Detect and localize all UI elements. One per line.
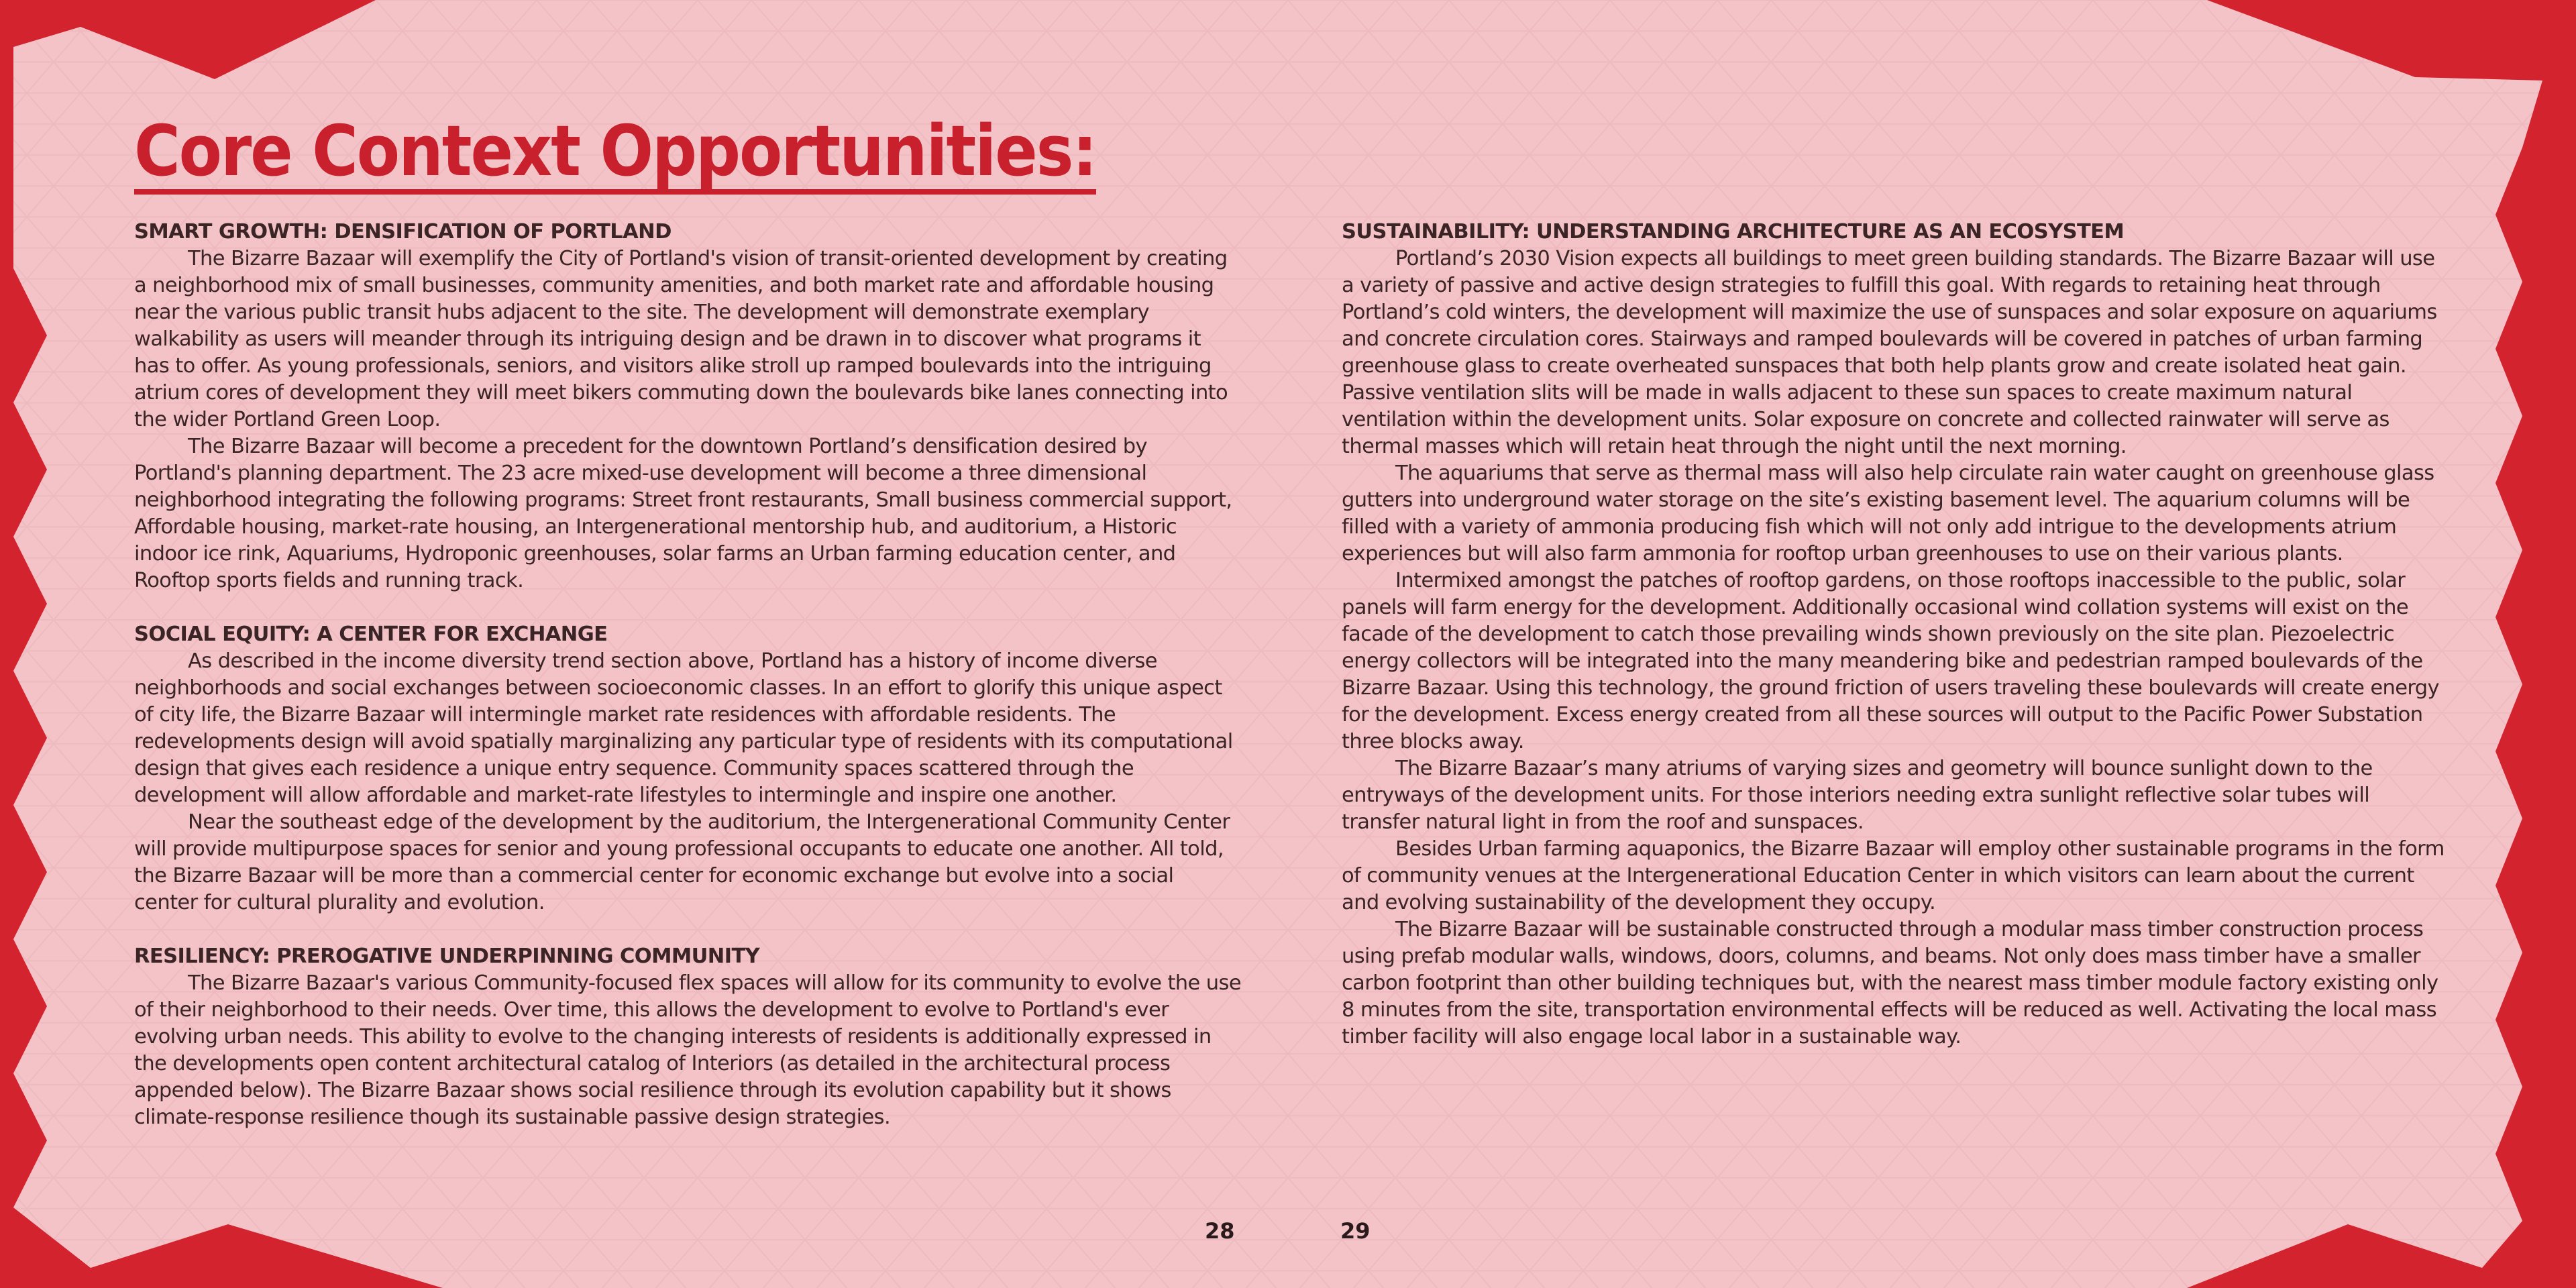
section-sustainability: [1342, 219, 2449, 1051]
paragraph: As described in the income diversity trend section above, Portland has a history of income diverse neighborhoods and social exchanges between socioeconomic classes. In an effort to glorify this unique aspect of city life, the Bizarre Bazaar will intermingle market rate residences with affordable residents. The redevelopments design will avoid spatially marginalizing any particular type of residents with its computational design that gives each residence a unique entry sequence. Community spaces scattered through the development will allow affordable and market-rate lifestyles to intermingle and inspire one another.: [134, 649, 1233, 807]
paragraph: Near the southeast edge of the development by the auditorium, the Intergenerational Community Center will provide multipurpose spaces for senior and young professional occupants to educate one another. All told, the Bizarre Bazaar will be more than a commercial center for economic exchange but evolve into a social center for cultural plurality and evolution.: [134, 810, 1230, 914]
section-heading: RESILIENCY: PREROGATIVE UNDERPINNING COMMUNITY: [134, 945, 760, 968]
right-column: [1342, 219, 2449, 1051]
paragraph: The Bizarre Bazaar will be sustainable constructed through a modular mass timber construction process using prefab modular walls, windows, doors, columns, and beams. Not only does mass timber have a smaller carbon footprint than other building techniques but, with the nearest mass timber module factory existing only 8 minutes from the site, transportation environmental effects will be reduced as well. Activating the local mass timber facility will also engage local labor in a sustainable way.: [1342, 918, 2438, 1049]
paragraph: The aquariums that serve as thermal mass will also help circulate rain water caught on greenhouse glass gutters into underground water storage on the site’s existing basement level. The aquarium columns will be filled with a variety of ammonia producing fish which will not only add intrigue to the developments atrium experiences but will also farm ammonia for rooftop urban greenhouses to use on their various plants.: [1342, 462, 2434, 566]
section-heading: SMART GROWTH: DENSIFICATION OF PORTLAND: [134, 220, 672, 244]
paragraph: Besides Urban farming aquaponics, the Bizarre Bazaar will employ other sustainable programs in the form of community venues at the Intergenerational Education Center in which visitors can learn about the current and evolving sustainability of the development they occupy.: [1342, 837, 2445, 914]
section-resiliency: [134, 943, 1241, 1131]
page-title: Core Context Opportunities:: [134, 113, 1096, 195]
section-heading: SOCIAL EQUITY: A CENTER FOR EXCHANGE: [134, 623, 608, 646]
paragraph: The Bizarre Bazaar’s many atriums of varying sizes and geometry will bounce sunlight down to the entryways of the development units. For those interiors needing extra sunlight reflective solar tubes will transfer natural light in from the roof and sunspaces.: [1342, 757, 2373, 834]
page-number-right: 29: [1340, 1218, 1371, 1244]
section-smart-growth: [134, 219, 1241, 594]
section-heading: SUSTAINABILITY: UNDERSTANDING ARCHITECTURE AS AN ECOSYSTEM: [1342, 220, 2125, 244]
paragraph: Portland’s 2030 Vision expects all buildings to meet green building standards. The Bizarre Bazaar will use a variety of passive and active design strategies to fulfill this goal. With regards to retaining heat through Portland’s cold winters, the development will maximize the use of sunspaces and solar exposure on aquariums and concrete circulation cores. Stairways and ramped boulevards will be covered in patches of urban farming greenhouse glass to create overheated sunspaces that both help plants grow and create isolated heat gain. Passive ventilation slits will be made in walls adjacent to these sun spaces to create maximum natural ventilation within the development units. Solar exposure on concrete and collected rainwater will serve as thermal masses which will retain heat through the night until the next morning.: [1342, 247, 2437, 458]
paragraph: The Bizarre Bazaar's various Community-focused flex spaces will allow for its community to evolve the use of their neighborhood to their needs. Over time, this allows the development to evolve to Portland's ever evolving urban needs. This ability to evolve to the changing interests of residents is additionally expressed in the developments open content architectural catalog of Interiors (as detailed in the architectural process appended below). The Bizarre Bazaar shows social resilience through its evolution capability but it shows climate-response resilience though its sustainable passive design strategies.: [134, 971, 1241, 1129]
paragraph: Intermixed amongst the patches of rooftop gardens, on those rooftops inaccessible to the public, solar panels will farm energy for the development. Additionally occasional wind collation systems will exist on the facade of the development to catch those prevailing winds shown previously on the site plan. Piezoelectric energy collectors will be integrated into the many meandering bike and pedestrian ramped boulevards of the Bizarre Bazaar. Using this technology, the ground friction of users traveling these boulevards will create energy for the development. Excess energy created from all these sources will output to the Pacific Power Substation three blocks away.: [1342, 569, 2440, 753]
paragraph: The Bizarre Bazaar will exemplify the City of Portland's vision of transit-oriented development by creating a neighborhood mix of small businesses, community amenities, and both market rate and affordable housing near the various public transit hubs adjacent to the site. The development will demonstrate exemplary walkability as users will meander through its intriguing design and be drawn in to discover what programs it has to offer. As young professionals, seniors, and visitors alike stroll up ramped boulevards into the intriguing atrium cores of development they will meet bikers commuting down the boulevards bike lanes connecting into the wider Portland Green Loop.: [134, 247, 1228, 431]
paragraph: The Bizarre Bazaar will become a precedent for the downtown Portland’s densification desired by Portland's planning department. The 23 acre mixed-use development will become a three dimensional neighborhood integrating the following programs: Street front restaurants, Small business commercial support, Affordable housing, market-rate housing, an Intergenerational mentorship hub, and auditorium, a Historic indoor ice rink, Aquariums, Hydroponic greenhouses, solar farms an Urban farming education center, and Rooftop sports fields and running track.: [134, 435, 1232, 592]
page-number-left: 28: [1205, 1218, 1235, 1244]
left-column: [134, 219, 1241, 1131]
section-social-equity: [134, 621, 1241, 916]
